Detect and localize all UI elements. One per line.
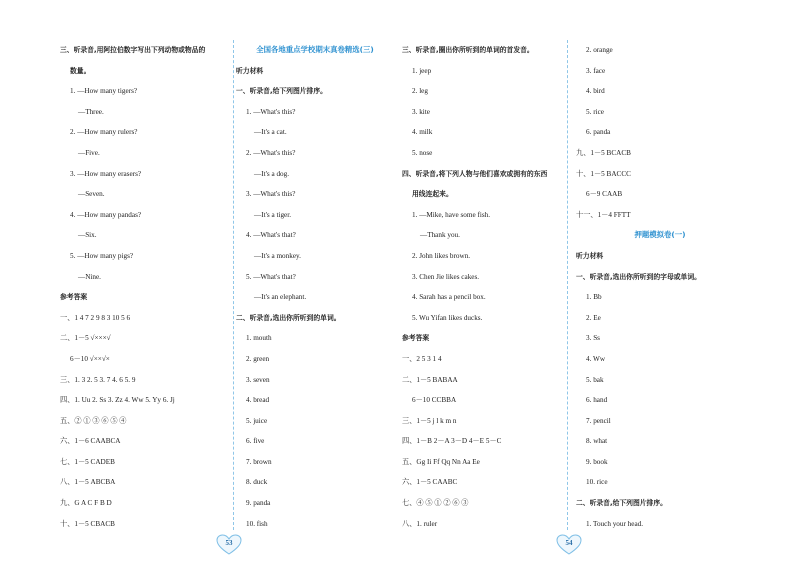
heading-line: 用线连起来。 <box>412 190 453 199</box>
text-line: 10. fish <box>246 519 268 528</box>
text-line: 4. bird <box>586 87 605 96</box>
heading-line: 二、听录音,选出你所听到的单词。 <box>236 313 341 322</box>
text-line: 6－10 CCBBA <box>412 396 457 405</box>
text-line: 1. mouth <box>246 334 272 343</box>
text-line: —Nine. <box>78 272 101 281</box>
heading-line: 参考答案 <box>402 334 430 343</box>
heading-line: 二、听录音,给下列图片排序。 <box>576 499 667 508</box>
text-line: 六、1－5 CAABC <box>402 478 458 487</box>
text-line: 8. what <box>586 437 608 446</box>
text-line: 3. kite <box>412 107 430 116</box>
text-line: 4. —What's that? <box>246 231 296 240</box>
text-line: 6－10 √××√× <box>70 354 110 363</box>
text-line: 一、1 4 7 2 9 8 3 10 5 6 <box>60 313 131 322</box>
text-line: 4. milk <box>412 128 433 137</box>
text-line: 7. pencil <box>586 416 611 425</box>
column-2 <box>236 40 394 534</box>
text-line: 四、1－B 2－A 3－D 4－E 5－C <box>402 437 502 446</box>
text-line: —Six. <box>78 231 97 240</box>
column-3 <box>402 40 564 534</box>
text-line: 1. —How many tigers? <box>70 87 138 96</box>
text-line: —Seven. <box>78 190 105 199</box>
page-number-right <box>556 534 582 556</box>
text-line: 5. Wu Yifan likes ducks. <box>412 313 483 322</box>
text-line: 十、1－5 CBACB <box>60 519 115 528</box>
text-line: 六、1－6 CAABCA <box>60 437 121 446</box>
text-line: 2. orange <box>586 46 613 54</box>
section-title: 押题模拟卷(一) <box>634 230 686 240</box>
text-line: 6. hand <box>586 396 608 405</box>
heading-line: 参考答案 <box>60 293 88 302</box>
text-line: 6－9 CAAB <box>586 190 623 199</box>
heading-line: 三、听录音,圈出你所听到的单词的首发音。 <box>402 46 534 54</box>
text-line: —It's a dog. <box>254 169 290 178</box>
text-line: 2. green <box>246 354 270 363</box>
text-line: 5. juice <box>246 416 268 425</box>
text-line: 1. jeep <box>412 66 432 75</box>
text-line: 五、Gg Ii Ff Qq Nn Aa Ee <box>402 457 480 466</box>
text-line: 3. Ss <box>586 334 600 343</box>
text-line: 七、1－5 CADEB <box>60 457 115 466</box>
text-line: 4. bread <box>246 396 270 405</box>
text-line: 1. Touch your head. <box>586 519 644 528</box>
heading-line: 数量。 <box>70 66 91 75</box>
text-line: 10. rice <box>586 478 608 487</box>
text-line: 9. book <box>586 457 608 466</box>
text-line: 5. bak <box>586 375 604 384</box>
text-line: 2. —What's this? <box>246 148 296 157</box>
section-title: 全国各地重点学校期末真卷精选(三) <box>256 45 374 54</box>
heading-line: 一、听录音,给下列图片排序。 <box>236 87 327 96</box>
text-line: 2. Ee <box>586 313 601 322</box>
text-line: —It's a cat. <box>254 128 287 137</box>
heading-line: 三、听录音,用阿拉伯数字写出下列动物或物品的 <box>60 46 206 54</box>
column-1 <box>60 40 230 534</box>
text-line: 九、G A C F B D <box>60 499 112 508</box>
text-line: 3. seven <box>246 375 270 384</box>
text-line: 五、② ① ③ ⑥ ⑤ ④ <box>60 416 127 425</box>
text-line: 6. five <box>246 437 265 446</box>
text-line: 4. —How many pandas? <box>70 210 142 219</box>
text-line: 八、1. ruler <box>402 519 438 528</box>
text-line: —It's an elephant. <box>254 293 307 302</box>
heading-line: 一、听录音,选出你所听到的字母或单词。 <box>576 272 701 281</box>
page-number-right-label: 54 <box>565 539 573 547</box>
text-line: 十、1－5 BACCC <box>576 169 631 178</box>
text-line: 2. John likes brown. <box>412 251 471 260</box>
text-line: 1. —What's this? <box>246 107 296 116</box>
text-line: 七、④ ⑤ ① ② ⑥ ③ <box>402 499 469 508</box>
text-line: 四、1. Uu 2. Ss 3. Zz 4. Ww 5. Yy 6. Jj <box>60 396 175 405</box>
text-line: 6. panda <box>586 128 611 137</box>
text-line: 1. Bb <box>586 293 602 302</box>
text-line: 二、1－5 BABAA <box>402 375 458 384</box>
text-line: 1. —Mike, have some fish. <box>412 210 491 219</box>
column-4 <box>576 40 744 534</box>
text-line: —Five. <box>78 148 100 157</box>
text-line: 4. Ww <box>586 354 606 363</box>
text-line: —It's a monkey. <box>254 251 301 260</box>
text-line: 三、1－5 j l k m n <box>402 416 457 425</box>
page-number-left <box>216 534 242 556</box>
text-line: 八、1－5 ABCBA <box>60 478 116 487</box>
heading-line: 听力材料 <box>236 66 264 75</box>
text-line: 3. face <box>586 66 606 75</box>
text-line: 三、1. 3 2. 5 3. 7 4. 6 5. 9 <box>60 375 136 384</box>
text-line: 5. rice <box>586 107 604 116</box>
text-line: 3. —What's this? <box>246 190 296 199</box>
text-line: —Three. <box>78 107 104 116</box>
text-line: 5. nose <box>412 148 433 157</box>
text-line: 2. leg <box>412 87 428 96</box>
text-line: 九、1－5 BCACB <box>576 148 631 157</box>
heading-line: 听力材料 <box>576 251 604 260</box>
text-line: 7. brown <box>246 457 272 466</box>
text-line: 十一、1－4 FFTT <box>576 210 631 219</box>
text-line: 5. —What's that? <box>246 272 296 281</box>
text-line: 一、2 5 3 1 4 <box>402 354 442 363</box>
text-line: 9. panda <box>246 499 271 508</box>
text-line: 4. Sarah has a pencil box. <box>412 293 486 302</box>
column-divider-2 <box>567 40 568 530</box>
text-line: —Thank you. <box>420 231 460 240</box>
text-line: 3. Chen Jie likes cakes. <box>412 272 480 281</box>
text-line: 5. —How many pigs? <box>70 251 134 260</box>
text-line: 8. duck <box>246 478 268 487</box>
column-divider-1 <box>233 40 234 530</box>
text-line: 3. —How many erasers? <box>70 169 142 178</box>
text-line: 2. —How many rulers? <box>70 128 138 137</box>
page-number-left-label: 53 <box>225 539 233 547</box>
text-line: —It's a tiger. <box>254 210 292 219</box>
heading-line: 四、听录音,将下列人物与他们喜欢或拥有的东西 <box>402 169 548 178</box>
text-line: 二、1－5 √×××√ <box>60 334 111 343</box>
